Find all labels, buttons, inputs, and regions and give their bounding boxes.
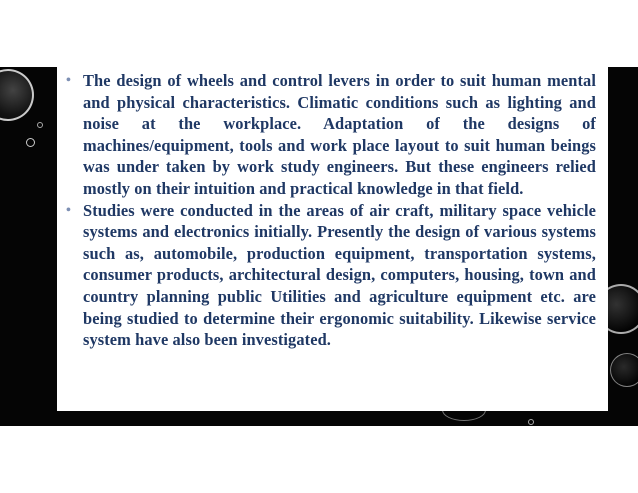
bubble-decoration [610, 353, 638, 387]
bullet-item [66, 200, 596, 351]
bullet-icon: • [66, 202, 71, 218]
bullet-list [66, 70, 596, 351]
slide-content-box [57, 67, 608, 411]
bullet-item [66, 70, 596, 200]
bubble-decoration [528, 419, 534, 425]
bubble-decoration [26, 138, 35, 147]
bubble-decoration [37, 122, 43, 128]
bullet-text: The design of wheels and control levers in order to suit human mental and physical characteristics. Climatic conditions such as lighting and noise at the workplace. Adaptation of the designs of machines/equipment, tools and work place layout to suit human beings was under taken by work study engineers. But these engineers relied mostly on their intuition and practical knowledge in that field. [83, 71, 596, 198]
bullet-text: Studies were conducted in the areas of air craft, military space vehicle systems and electronics initially. Presently the design of various systems such as, automobile, production equipment, transportation systems, consumer products, architectural design, computers, housing, town and country planning public Utilities and agriculture equipment etc. are being studied to determine their ergonomic suitability. Likewise service system have also been investigated. [83, 200, 596, 350]
bullet-icon: • [66, 73, 71, 88]
bubble-decoration [0, 69, 34, 121]
